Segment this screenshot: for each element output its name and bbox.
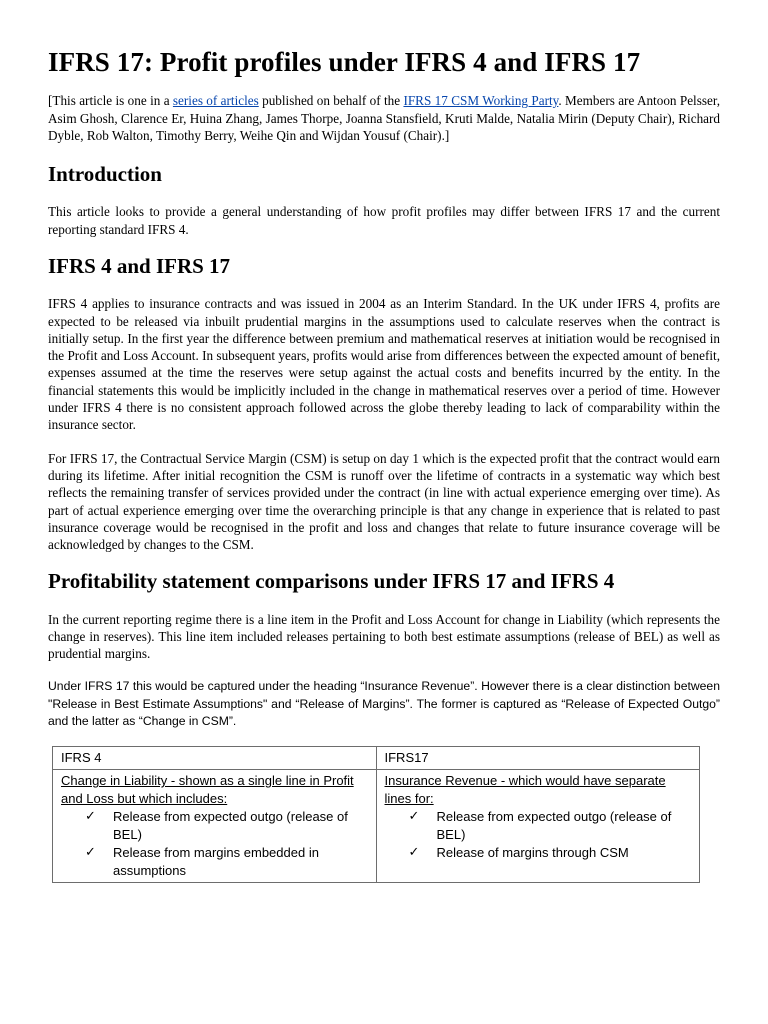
table-header-row xyxy=(53,747,700,770)
current-regime-paragraph: In the current reporting regime there is a line item in the Profit and Loss Account for change in Liability (which represents the change in reserves). This line item included releases pertaining to both best estimate assumptions (release of BEL) as well as prudential margins. xyxy=(48,611,720,662)
check-icon: ✓ xyxy=(408,809,420,825)
list-item-text: Release of margins through CSM xyxy=(436,845,629,861)
list-item xyxy=(61,808,368,844)
introduction-paragraph: This article looks to provide a general understanding of how profit profiles may differ between IFRS 17 and the current reporting standard IFRS 4. xyxy=(48,204,720,237)
list-item-text: Release from margins embedded in assumptions xyxy=(113,845,319,879)
ifrs17-paragraph: For IFRS 17, the Contractual Service Margin (CSM) is setup on day 1 which is the expected profit that the contract would earn during its lifetime. After initial recognition the CSM is runoff over the lifetime of contracts in a systematic way which best reflects the remaining transfer of services provided under the contract (in line with actual experience emerging over time). As part of actual experience emerging over time the overarching principle is that any change in experience that is related to past insurance coverage would be recognised in the profit and loss and changes that relate to future insurance coverage will be acknowledged by changes to the CSM. xyxy=(48,450,720,553)
check-icon: ✓ xyxy=(408,845,420,861)
introduction-heading: Introduction xyxy=(48,162,162,187)
table-header-ifrs17: IFRS17 xyxy=(376,747,700,770)
list-item-text: Release from expected outgo (release of BEL) xyxy=(113,809,348,843)
working-party-link[interactable]: IFRS 17 CSM Working Party xyxy=(403,93,559,109)
ifrs17-lead: Insurance Revenue - which would have separate lines for: xyxy=(384,773,666,807)
intro-middle: published on behalf of the xyxy=(258,93,404,109)
intro-prefix: [This article is one in a xyxy=(48,93,173,109)
ifrs4-paragraph: IFRS 4 applies to insurance contracts and was issued in 2004 as an Interim Standard. In the UK under IFRS 4, profits are expected to be released via inbuilt prudential margins in the assumptions used to calculate reserves when the contract is initially setup. In the first year the difference between premium and mathematical reserves at initiation would be recognised in the Profit and Loss Account. In subsequent years, profits would arise from differences between the expected amount of benefit, expenses assumed at the time the reserves were setup against the actual costs and benefits incurred by the entity. In the financial statements this would be implicitly included in the change in mathematical reserves over a period of time. However under IFRS 4 there is no consistent approach followed across the globe thereby leading to lack of comparability within the insurance sector. xyxy=(48,296,720,433)
ifrs17-cell xyxy=(376,770,700,883)
ifrs4-cell xyxy=(53,770,377,883)
check-icon: ✓ xyxy=(85,845,96,861)
list-item-text: Release from expected outgo (release of BEL) xyxy=(436,809,672,843)
series-of-articles-link[interactable]: series of articles xyxy=(172,93,259,109)
page-title: IFRS 17: Profit profiles under IFRS 4 and IFRS 17 xyxy=(48,47,641,77)
list-item xyxy=(385,808,692,844)
table-header-ifrs4: IFRS 4 xyxy=(53,747,377,770)
intro-paragraph xyxy=(48,92,720,144)
list-item xyxy=(385,844,692,862)
intro-suffix: . Members are Antoon Pelsser, Asim Ghosh, Clarence Er, Huina Zhang, James Thorpe, Joanna Stansfield, Kruti Malde, Natalia Mirin (Deputy Chair), Richard Dyble, Rob Walton, Timothy Berry, Weihe Qin and Wijdan Yousuf (Chair).] xyxy=(48,93,720,143)
comparison-table xyxy=(52,746,700,883)
profitability-heading: Profitability statement comparisons under IFRS 17 and IFRS 4 xyxy=(48,569,615,594)
insurance-revenue-paragraph: Under IFRS 17 this would be captured under the heading “Insurance Revenue”. However there is a clear distinction between "Release in Best Estimate Assumptions" and “Release of Margins”. The former is captured as “Release of Expected Outgo” and the latter as “Change in CSM”. xyxy=(48,679,720,729)
ifrs4-lead: Change in Liability - shown as a single line in Profit and Loss but which includes: xyxy=(61,773,354,807)
table-row xyxy=(53,770,700,883)
ifrs-heading: IFRS 4 and IFRS 17 xyxy=(48,254,231,279)
check-icon: ✓ xyxy=(85,809,96,825)
list-item xyxy=(61,844,368,880)
